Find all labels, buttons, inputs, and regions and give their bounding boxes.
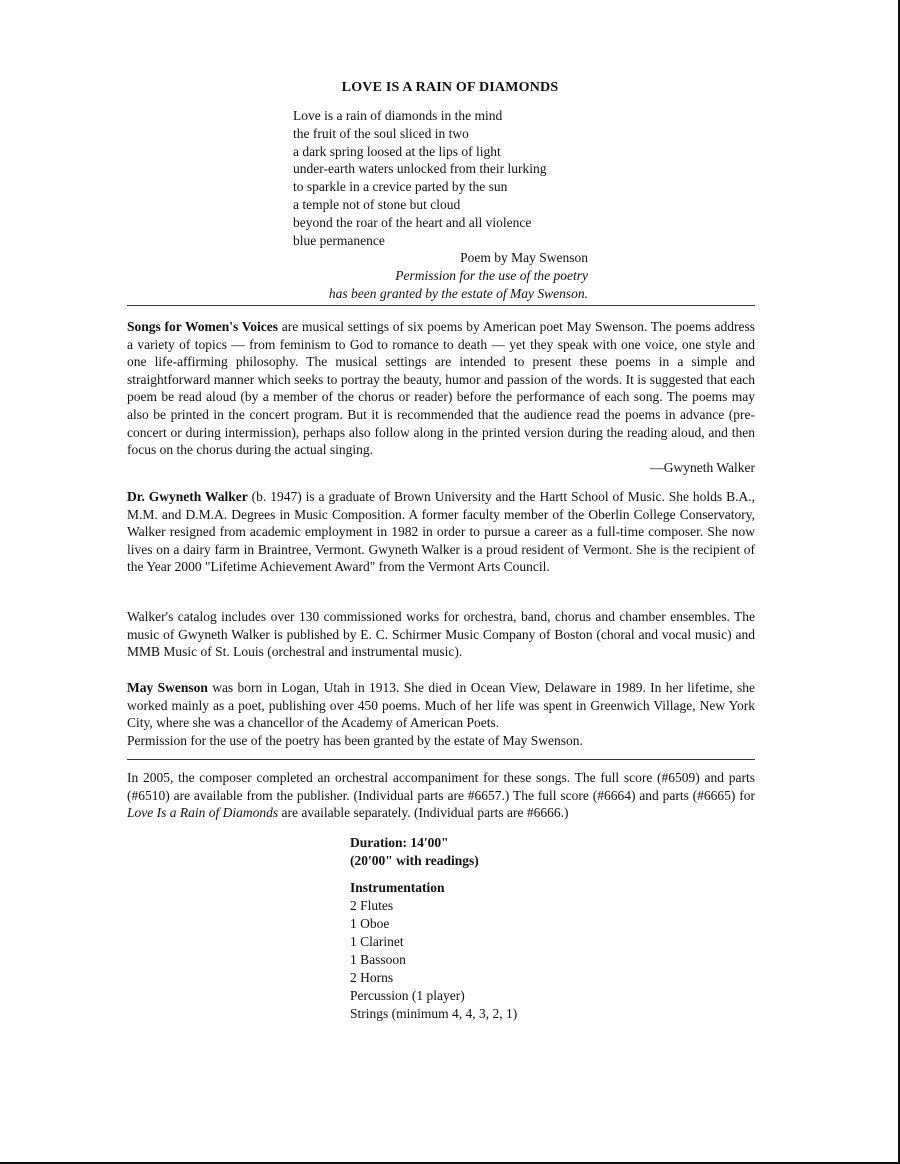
catalog-paragraph: Walker's catalog includes over 130 commissioned works for orchestra, band, chorus and chamber ensembles. The music of Gwyneth Walker is published by E. C. Schirmer Music Company of Boston (choral and vocal music) and MMB Music of St. Louis (orchestral and instrumental music). xyxy=(127,609,755,660)
orchestral-paragraph xyxy=(127,769,755,822)
poem-line: under-earth waters unlocked from their lurking xyxy=(293,161,547,177)
poem-credit: Poem by May Swenson xyxy=(460,250,588,265)
poet-bio xyxy=(127,679,755,749)
poem-body xyxy=(293,107,593,249)
poem-line: a temple not of stone but cloud xyxy=(293,196,461,212)
instrument-item: 1 Bassoon xyxy=(350,952,406,967)
duration-block xyxy=(350,834,650,870)
poem-line: to sparkle in a crevice parted by the sun xyxy=(293,179,508,195)
instrument-item: 1 Clarinet xyxy=(350,934,404,949)
intro-text: are musical settings of six poems by American poet May Swenson. The poems address a variety of topics — from feminism to God to romance to death — yet they speak with one voice, one style and one life-affirming philosophy. The musical settings are intended to present these poems in a simple and straightforward manner which seeks to portray the beauty, humor and passion of the words. It is suggested that each poem be read aloud (by a member of the chorus or reader) before the performance of each song. The poems may also be printed in the concert program. But it is recommended that the audience read the poems in advance (pre-concert or during intermission), perhaps also follow along in the printed version during the reading aloud, and then focus on the chorus during the actual singing. xyxy=(127,319,755,458)
poet-bio-text: was born in Logan, Utah in 1913. She died in Ocean View, Delaware in 1989. In her lifetime, she worked mainly as a poet, publishing over 450 poems. Much of her life was spent in Greenwich Village, New York City, where she was a chancellor of the Academy of American Poets. xyxy=(127,680,755,731)
divider xyxy=(127,305,755,306)
poem-line: beyond the roar of the heart and all violence xyxy=(293,214,532,230)
instrumentation-block xyxy=(350,879,650,1023)
composer-name: Dr. Gwyneth Walker xyxy=(127,489,248,504)
poem-permission-line-2: has been granted by the estate of May Swenson. xyxy=(328,286,588,301)
poem-line: blue permanence xyxy=(293,232,385,248)
poem-line: the fruit of the soul sliced in two xyxy=(293,125,469,141)
poet-name: May Swenson xyxy=(127,680,208,695)
poem-permission-line-1: Permission for the use of the poetry xyxy=(395,268,588,283)
instrument-item: Percussion (1 player) xyxy=(350,988,465,1003)
orchestral-title: Love Is a Rain of Diamonds xyxy=(127,805,279,821)
intro-signature: —Gwyneth Walker xyxy=(650,459,755,475)
divider xyxy=(127,759,755,760)
intro-paragraph xyxy=(127,318,755,476)
composer-bio-text: (b. 1947) is a graduate of Brown University and the Hartt School of Music. She holds B.A., M.M. and D.M.A. Degrees in Music Composition. A former faculty member of the Oberlin College Conservatory, Walker resigned from academic employment in 1982 in order to pursue a career as a full-time composer. She now lives on a dairy farm in Braintree, Vermont. Gwyneth Walker is a proud resident of Vermont. She is the recipient of the Year 2000 "Lifetime Achievement Award" from the Vermont Arts Council. xyxy=(127,489,755,575)
intro-lead: Songs for Women's Voices xyxy=(127,319,279,334)
poem-attribution xyxy=(250,249,588,303)
duration-with-readings: (20'00" with readings) xyxy=(350,853,479,868)
duration-line: Duration: 14'00" xyxy=(350,835,449,850)
instrument-item: 2 Flutes xyxy=(350,898,394,913)
instrument-item: 2 Horns xyxy=(350,970,394,985)
orchestral-text-after: are available separately. (Individual parts are #6666.) xyxy=(278,805,569,821)
orchestral-text-before: In 2005, the composer completed an orchestral accompaniment for these songs. The full score (#6509) and parts (#6510) are available from the publisher. (Individual parts are #6657.) The full score (#6664) and parts (#6665) for xyxy=(127,770,755,803)
instrument-item: Strings (minimum 4, 4, 3, 2, 1) xyxy=(350,1006,518,1021)
poem-title: LOVE IS A RAIN OF DIAMONDS xyxy=(341,80,559,95)
instrumentation-heading: Instrumentation xyxy=(350,880,445,895)
poem-line: Love is a rain of diamonds in the mind xyxy=(293,108,503,123)
poem-line: a dark spring loosed at the lips of light xyxy=(293,143,501,159)
poet-permission: Permission for the use of the poetry has been granted by the estate of May Swenson. xyxy=(127,732,583,748)
instrument-item: 1 Oboe xyxy=(350,916,390,931)
composer-bio xyxy=(127,488,755,576)
